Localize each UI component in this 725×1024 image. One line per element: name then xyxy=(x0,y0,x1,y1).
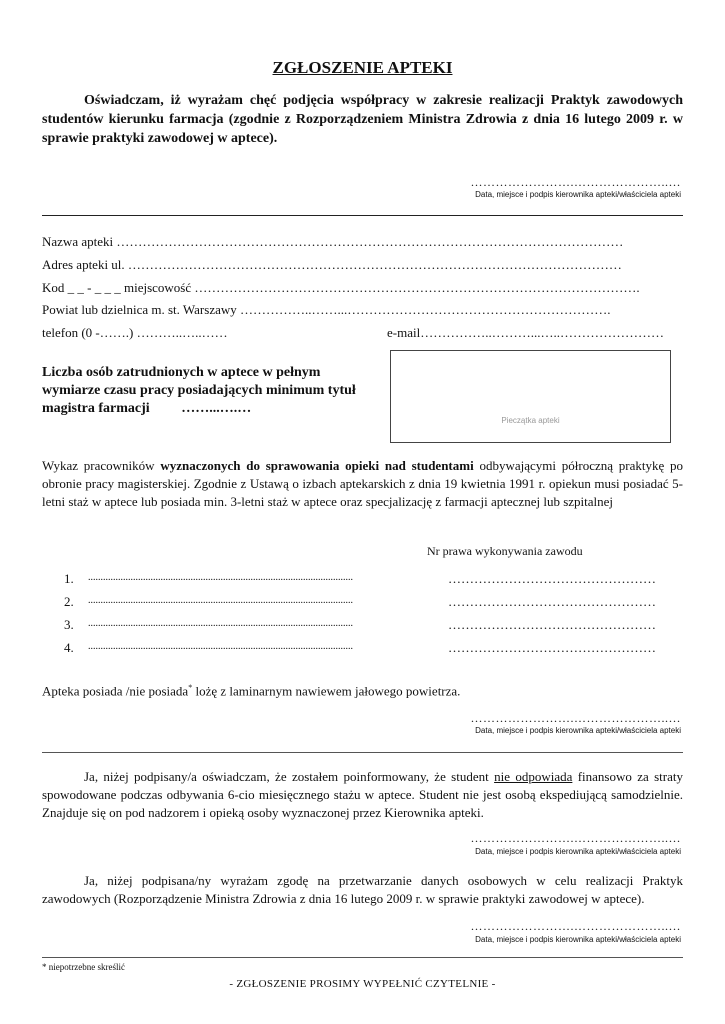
phone-field[interactable]: telefon (0 -…….) ………..…..…… xyxy=(42,325,228,340)
supervisors-text-start: Wykaz pracowników xyxy=(42,458,161,473)
liability-text-start: Ja, niżej podpisany/a oświadczam, że zostałem poinformowany, że student xyxy=(84,769,495,784)
row-number: 1. xyxy=(64,571,74,586)
address-field[interactable]: Adres apteki ul. …………………………………………………………………………………………………… xyxy=(42,257,622,272)
supervisor-name-field[interactable]: .......................................................................................................... xyxy=(88,595,353,606)
footer-note: - ZGŁOSZENIE PROSIMY WYPEŁNIĆ CZYTELNIE - xyxy=(229,978,496,990)
email-field[interactable]: e-mail……………..………...…..…………………… xyxy=(387,325,664,340)
signature-caption-1: Data, miejsce i podpis kierownika apteki/właściciela apteki xyxy=(475,190,681,199)
footnote: * niepotrzebne skreślić xyxy=(42,962,125,972)
license-number-field[interactable]: ………………………………………… xyxy=(448,594,656,609)
supervisor-row xyxy=(64,617,684,633)
liability-text-underlined: nie odpowiada xyxy=(494,769,573,784)
laminar-text-start: Apteka posiada /nie posiada xyxy=(42,683,189,699)
signature-line-4[interactable]: …………………….…………………..… xyxy=(470,919,681,933)
signature-caption-4: Data, miejsce i podpis kierownika apteki/właściciela apteki xyxy=(475,935,681,944)
stamp-box xyxy=(390,350,671,443)
row-number: 2. xyxy=(64,594,74,609)
pharmacy-name-field[interactable]: Nazwa apteki ……………………………………………………………………………………………………… xyxy=(42,234,624,249)
license-number-label: Nr prawa wykonywania zawodu xyxy=(427,544,583,558)
supervisor-name-field[interactable]: .......................................................................................................... xyxy=(88,572,353,583)
district-field[interactable]: Powiat lub dzielnica m. st. Warszawy ……………..……...……………………………………………………. xyxy=(42,302,611,317)
license-number-field[interactable]: ………………………………………… xyxy=(448,640,656,655)
liability-statement xyxy=(42,768,683,822)
footnote-marker: * xyxy=(188,683,193,692)
supervisor-row xyxy=(64,571,684,587)
footnote-divider xyxy=(42,957,683,958)
supervisor-name-field[interactable]: .......................................................................................................... xyxy=(88,618,353,629)
postal-code-field[interactable]: Kod _ _ - _ _ _ miejscowość …………………………………………………………………………………………. xyxy=(42,280,640,295)
employee-count-label xyxy=(42,364,362,418)
supervisors-text-bold: wyznaczonych do sprawowania opieki nad studentami xyxy=(160,458,474,473)
section-divider-2 xyxy=(42,752,683,753)
liability-text-end: finansowo za straty spowodowane podczas odbywania 6-cio miesięcznego stażu w aptece. Student nie jest osobą ekspediującą samodzielnie. Znajduje się on pod nadzorem i opieką osoby wyznaczonej przez Kierownika apteki. xyxy=(42,769,684,820)
supervisor-row xyxy=(64,594,684,610)
signature-caption-3: Data, miejsce i podpis kierownika apteki/właściciela apteki xyxy=(475,847,681,856)
license-number-field[interactable]: ………………………………………… xyxy=(448,617,656,632)
page-title: ZGŁOSZENIE APTEKI xyxy=(272,58,453,77)
stamp-label: Pieczątka apteki xyxy=(501,416,560,425)
supervisors-text-end: odbywającymi półroczną praktykę po obronie pracy magisterskiej. Zgodnie z Ustawą o izbach aptekarskich z dnia 19 kwietnia 1991 r. opiekun musi posiadać 5-letni staż w aptece lub posiada min. 3-letni staż w aptece oraz specjalizację z farmacji aptecznej lub szpitalnej xyxy=(42,458,683,509)
laminar-statement xyxy=(42,679,683,700)
data-consent-statement: Ja, niżej podpisana/ny wyrażam zgodę na przetwarzanie danych osobowych w celu realizacji Praktyk zawodowych (Rozporządzenie Ministra Zdrowia z dnia 16 lutego 2009 r. w sprawie praktyki zawodowej w aptece). xyxy=(42,873,683,906)
supervisor-row xyxy=(64,640,684,656)
signature-line-2[interactable]: …………………….…………………..… xyxy=(470,711,681,725)
row-number: 4. xyxy=(64,640,74,655)
signature-line-3[interactable]: …………………….…………………..… xyxy=(470,831,681,845)
row-number: 3. xyxy=(64,617,74,632)
supervisors-paragraph xyxy=(42,457,683,511)
employee-count-field[interactable]: ……...….… xyxy=(181,401,252,416)
laminar-text-end: lożę z laminarnym nawiewem jałowego powietrza. xyxy=(192,683,461,699)
signature-caption-2: Data, miejsce i podpis kierownika apteki/właściciela apteki xyxy=(475,726,681,735)
employee-count-text: Liczba osób zatrudnionych w aptece w pełnym wymiarze czasu pracy posiadających minimum tytuł magistra farmacji xyxy=(42,365,356,416)
supervisor-name-field[interactable]: .......................................................................................................... xyxy=(88,641,353,652)
license-number-field[interactable]: ………………………………………… xyxy=(448,571,656,586)
signature-line-1[interactable]: …………………….…………………..… xyxy=(470,175,681,189)
intro-declaration: Oświadczam, iż wyrażam chęć podjęcia współpracy w zakresie realizacji Praktyk zawodowych studentów kierunku farmacja (zgodnie z Rozporządzeniem Ministra Zdrowia z dnia 16 lutego 2009 r. w sprawie praktyki zawodowej w aptece). xyxy=(42,93,683,146)
section-divider-1 xyxy=(42,215,683,216)
